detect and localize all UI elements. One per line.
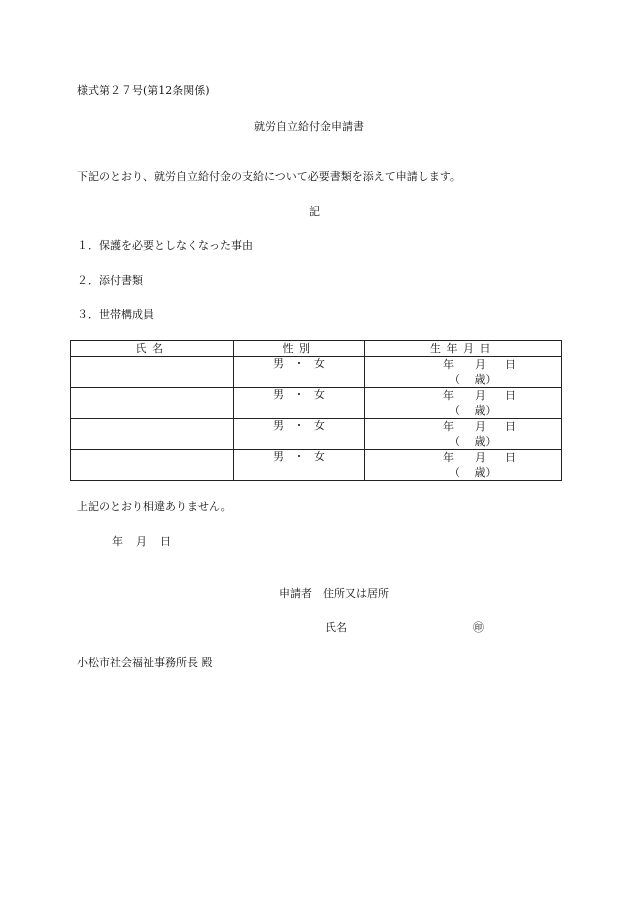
year-label: 年 [443, 389, 454, 402]
year-label: 年 [443, 451, 454, 464]
birthdate-cell[interactable] [365, 357, 562, 388]
sex-cell[interactable]: 男 ・ 女 [234, 419, 365, 450]
header-name: 氏名 [71, 341, 234, 357]
age-label: （ 歳） [449, 373, 497, 386]
item-household: ３．世帯構成員 [77, 308, 154, 321]
sex-cell[interactable]: 男 ・ 女 [234, 357, 365, 388]
month-label: 月 [475, 358, 486, 371]
month-label: 月 [475, 451, 486, 464]
age-label: （ 歳） [449, 466, 497, 479]
sex-cell[interactable]: 男 ・ 女 [234, 450, 365, 481]
date-day-label: 日 [160, 535, 171, 548]
birthdate-cell[interactable] [365, 388, 562, 419]
address-label: 住所又は居所 [323, 587, 389, 600]
day-label: 日 [505, 420, 516, 433]
sex-cell[interactable]: 男 ・ 女 [234, 388, 365, 419]
name-label: 氏名 [325, 621, 347, 634]
ki-heading: 記 [309, 205, 320, 218]
addressee: 小松市社会福祉事務所長 殿 [77, 656, 213, 669]
item-reason: １．保護を必要としなくなった事由 [77, 239, 253, 252]
household-members-table [70, 340, 562, 481]
year-label: 年 [443, 358, 454, 371]
date-year-label: 年 [112, 535, 123, 548]
name-cell[interactable] [71, 450, 234, 481]
declaration-text: 上記のとおり相違ありません。 [77, 500, 232, 513]
month-label: 月 [475, 389, 486, 402]
age-label: （ 歳） [449, 404, 497, 417]
day-label: 日 [505, 358, 516, 371]
header-birthdate: 生年月日 [365, 341, 562, 357]
birthdate-cell[interactable] [365, 450, 562, 481]
table-row [71, 388, 562, 419]
age-label: （ 歳） [449, 435, 497, 448]
month-label: 月 [475, 420, 486, 433]
day-label: 日 [505, 451, 516, 464]
page-title: 就労自立給付金申請書 [254, 120, 364, 133]
day-label: 日 [505, 389, 516, 402]
form-number: 様式第２７号(第12条関係) [77, 84, 210, 97]
name-cell[interactable] [71, 357, 234, 388]
applicant-label: 申請者 [279, 587, 312, 600]
header-sex: 性別 [234, 341, 365, 357]
item-attachments: ２．添付書類 [77, 274, 143, 287]
intro-text: 下記のとおり、就労自立給付金の支給について必要書類を添えて申請します。 [77, 170, 461, 183]
table-row [71, 419, 562, 450]
date-month-label: 月 [136, 535, 147, 548]
name-cell[interactable] [71, 419, 234, 450]
seal-mark: ㊞ [473, 621, 484, 634]
table-row [71, 450, 562, 481]
table-row [71, 357, 562, 388]
name-cell[interactable] [71, 388, 234, 419]
birthdate-cell[interactable] [365, 419, 562, 450]
year-label: 年 [443, 420, 454, 433]
